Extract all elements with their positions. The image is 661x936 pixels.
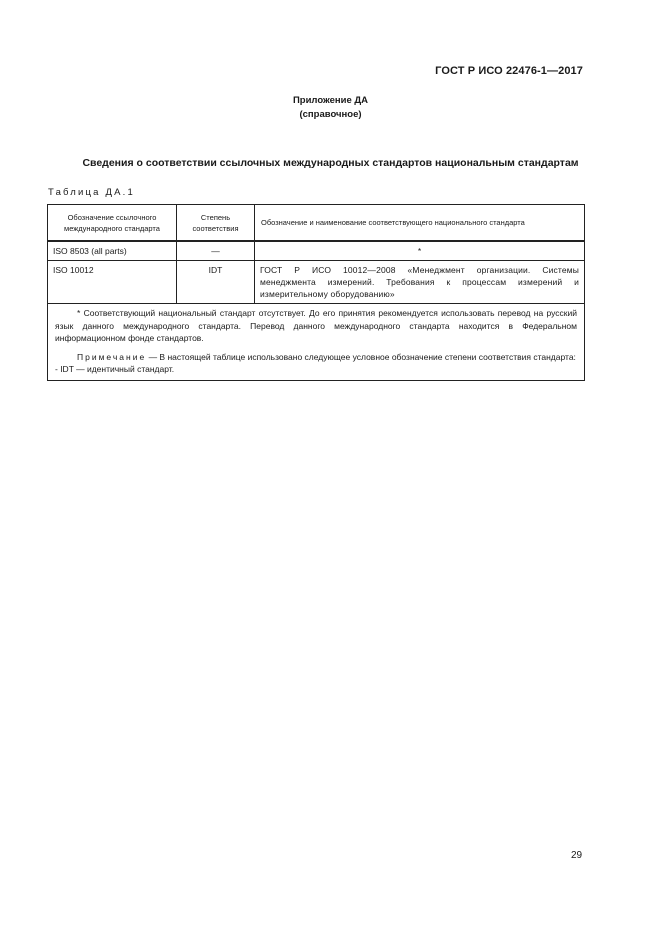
cell-degree: IDT [177, 261, 255, 304]
cell-degree: — [177, 241, 255, 261]
column-header-degree: Степень соответствия [177, 205, 255, 242]
appendix-subtitle: (справочное) [299, 109, 362, 120]
cell-national: * [255, 241, 585, 261]
table-row [48, 241, 585, 261]
table-footer-row [48, 304, 585, 381]
cell-reference: ISO 8503 (all parts) [48, 241, 177, 261]
table-footer [48, 304, 585, 381]
section-title: Сведения о соответствии ссылочных международных стандартов национальным стандартам [82, 157, 579, 169]
column-header-reference: Обозначение ссылочного международного стандарта [48, 205, 177, 242]
column-header-national: Обозначение и наименование соответствующего национального стандарта [255, 205, 585, 242]
table-row [48, 261, 585, 304]
note-text: — В настоящей таблице использовано следующее условное обозначение степени соответствия стандарта: [146, 351, 576, 362]
table-header-row [48, 205, 585, 242]
table-caption: Таблица ДА.1 [48, 187, 135, 198]
appendix-heading [0, 94, 661, 122]
cell-national: ГОСТ Р ИСО 10012—2008 «Менеджмент организации. Системы менеджмента измерений. Требования к процессам измерений и измерительному оборудованию» [255, 261, 585, 304]
cell-reference: ISO 10012 [48, 261, 177, 304]
note-label: Примечание [77, 351, 147, 362]
correspondence-table [47, 204, 585, 381]
document-code: ГОСТ Р ИСО 22476-1—2017 [435, 65, 583, 77]
page-number: 29 [571, 850, 583, 861]
table-note [55, 351, 577, 364]
appendix-title: Приложение ДА [292, 95, 369, 106]
note-item: - IDT — идентичный стандарт. [55, 364, 175, 374]
table-footnote: * Соответствующий национальный стандарт отсутствует. До его принятия рекомендуется использовать перевод на русский язык данного международного стандарта. Перевод данного международного стандарта находится в Федеральном информационном фонде стандартов. [55, 308, 577, 343]
